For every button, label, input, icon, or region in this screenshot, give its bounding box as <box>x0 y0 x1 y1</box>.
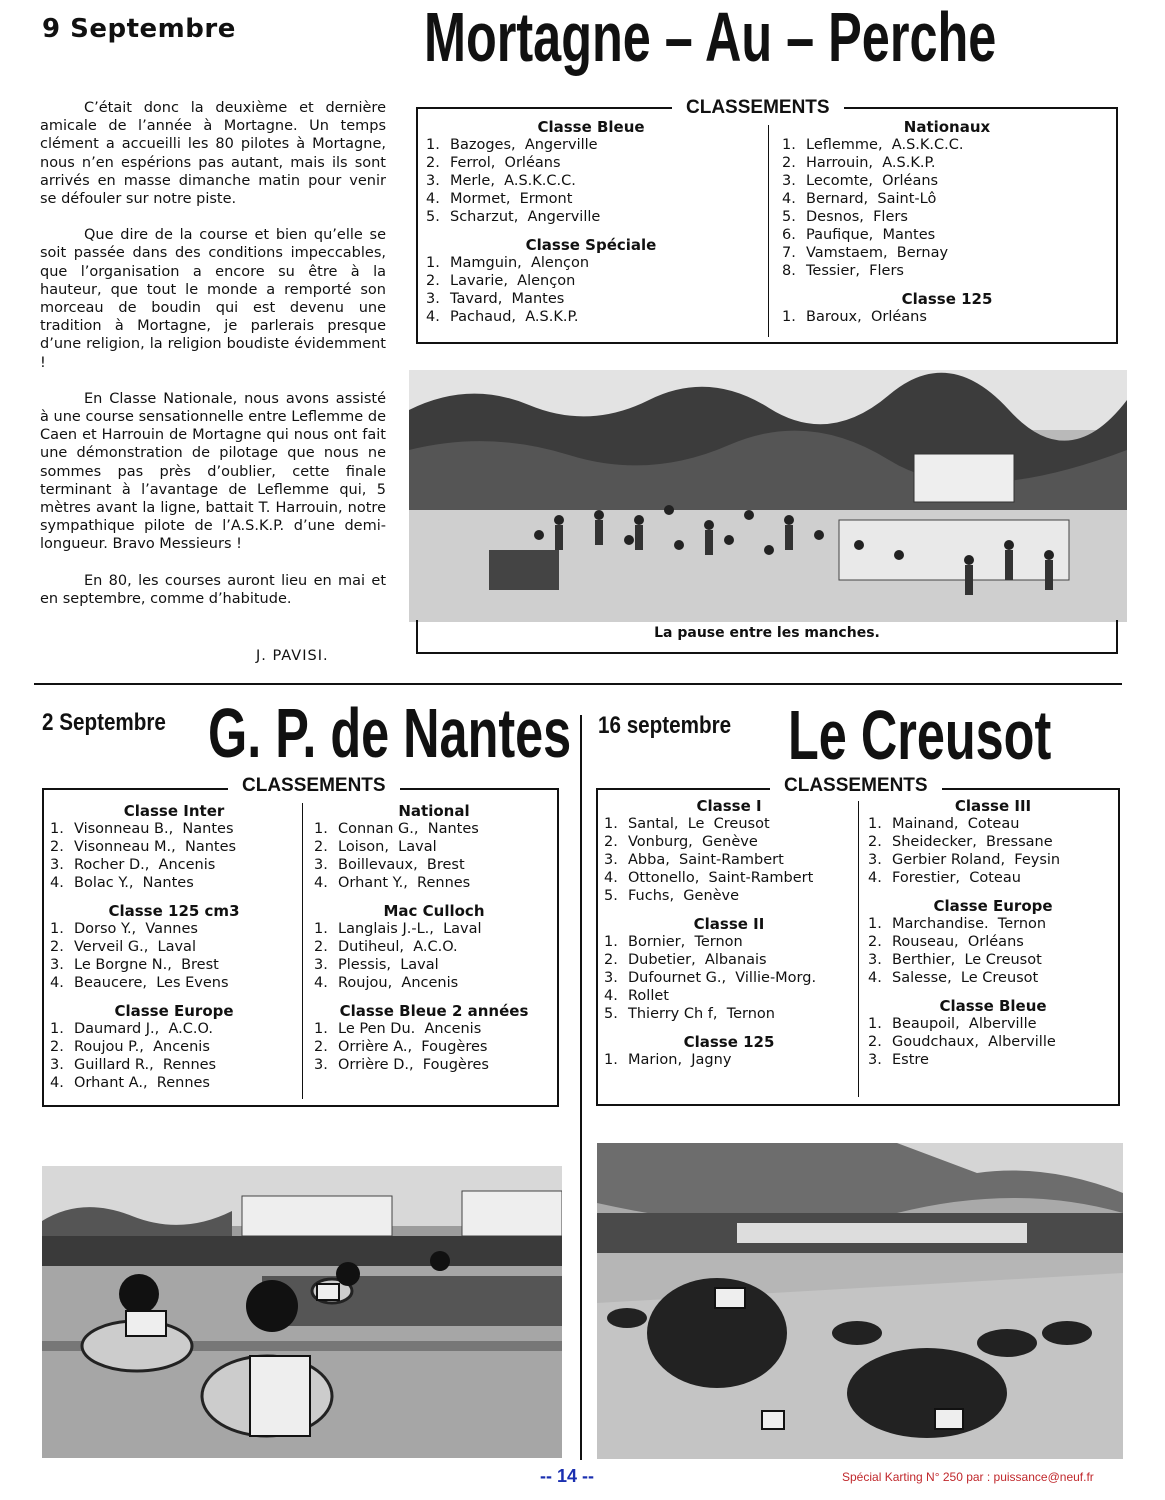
group-spacer <box>604 1023 854 1033</box>
article-paragraph: En Classe Nationale, nous avons assisté à une course sensationnelle entre Leflemme de Caen et Harrouin de Mortagne qui nous ont fait une démonstration de pilotage que nous ne sommes pas près d’oublier, cette finale terminant à l’avantage de Leflemme qui, 5 mètres avant la ligne, battait T. Harrouin, notre sympathique pilote de l’A.S.K.P. d’une demi-longueur. Bravo Messieurs ! <box>40 390 386 553</box>
classements-title: CLASSEMENTS <box>770 775 942 797</box>
driver-name: Tessier, Flers <box>806 263 904 279</box>
driver-name: Orhant Y., Rennes <box>338 875 471 891</box>
group-spacer <box>314 892 554 902</box>
ranking-row <box>314 1020 554 1038</box>
section-date-mortagne: 9 Septembre <box>42 14 236 44</box>
rank-number: 2. <box>782 155 796 171</box>
driver-name: Loison, Laval <box>338 839 437 855</box>
ranking-row <box>604 815 854 833</box>
ranking-row <box>50 874 298 892</box>
driver-name: Marchandise. Ternon <box>892 916 1047 932</box>
ranking-row <box>604 1005 854 1023</box>
ranking-row <box>604 887 854 905</box>
ranking-row <box>50 856 298 874</box>
rank-number: 1. <box>604 816 618 832</box>
driver-name: Fuchs, Genève <box>628 888 740 904</box>
rank-number: 4. <box>868 970 882 986</box>
driver-name: Merle, A.S.K.C.C. <box>450 173 576 189</box>
driver-name: Daumard J., A.C.O. <box>74 1021 213 1037</box>
ranking-row <box>426 208 756 226</box>
driver-name: Scharzut, Angerville <box>450 209 601 225</box>
rank-number: 3. <box>868 952 882 968</box>
driver-name: Santal, Le Creusot <box>628 816 770 832</box>
rank-number: 4. <box>50 875 64 891</box>
driver-name: Harrouin, A.S.K.P. <box>806 155 936 171</box>
ranking-row <box>50 820 298 838</box>
ranking-row <box>314 1038 554 1056</box>
ranking-row <box>50 956 298 974</box>
driver-name: Ferrol, Orléans <box>450 155 561 171</box>
photo-creusot-race <box>597 1143 1123 1459</box>
rank-number: 2. <box>314 839 328 855</box>
page-number: -- 14 -- <box>540 1466 594 1486</box>
article-author: J. PAVISI. <box>256 648 329 664</box>
rank-number: 3. <box>426 291 440 307</box>
ranking-row <box>782 136 1112 154</box>
driver-name: Beaucere, Les Evens <box>74 975 229 991</box>
driver-name: Berthier, Le Creusot <box>892 952 1042 968</box>
rank-number: 5. <box>426 209 440 225</box>
class-heading: Classe Bleue <box>939 997 1047 1015</box>
ranking-row <box>426 136 756 154</box>
ranking-row <box>426 308 756 326</box>
rank-number: 4. <box>868 870 882 886</box>
ranking-row <box>782 190 1112 208</box>
article-paragraph: Que dire de la course et bien qu’elle se soit passée dans des conditions impeccables, que l’organisation a encore su être à la hauteur, que tout le monde a remporté son morceau de boudin qui est devenu une tradition à Mortagne, je parlerais presque d’une religion, la religion boudiste évidemment ! <box>40 227 386 371</box>
photo-paddock <box>409 370 1127 622</box>
class-heading: Classe Inter <box>123 802 225 820</box>
driver-name: Verveil G., Laval <box>74 939 196 955</box>
rank-number: 2. <box>604 952 618 968</box>
classements-right-column <box>868 797 1118 1069</box>
rank-number: 1. <box>50 1021 64 1037</box>
column-divider <box>768 125 769 337</box>
driver-name: Estre <box>892 1052 929 1068</box>
rank-number: 3. <box>50 1057 64 1073</box>
class-heading: Classe 125 cm3 <box>108 902 240 920</box>
ranking-row <box>868 951 1118 969</box>
photo-caption: La pause entre les manches. <box>654 625 880 641</box>
rank-number: 2. <box>426 273 440 289</box>
driver-name: Dutiheul, A.C.O. <box>338 939 458 955</box>
rank-number: 1. <box>50 921 64 937</box>
driver-name: Boillevaux, Brest <box>338 857 465 873</box>
ranking-row <box>314 1056 554 1074</box>
class-heading: Classe Bleue 2 années <box>339 1002 529 1020</box>
driver-name: Marion, Jagny <box>628 1052 732 1068</box>
classements-left-column <box>426 118 756 326</box>
class-heading: Classe III <box>954 797 1032 815</box>
driver-name: Orhant A., Rennes <box>74 1075 210 1091</box>
rank-number: 4. <box>426 191 440 207</box>
driver-name: Lavarie, Alençon <box>450 273 576 289</box>
driver-name: Langlais J.-L., Laval <box>338 921 482 937</box>
classements-title: CLASSEMENTS <box>672 97 844 119</box>
driver-name: Rollet <box>628 988 669 1004</box>
ranking-row <box>868 915 1118 933</box>
rank-number: 4. <box>426 309 440 325</box>
rank-number: 1. <box>314 821 328 837</box>
footer-credit: Spécial Karting N° 250 par : puissance@neuf.fr <box>842 1470 1094 1484</box>
headline-creusot: Le Creusot <box>788 696 1052 774</box>
driver-name: Pachaud, A.S.K.P. <box>450 309 579 325</box>
rank-number: 3. <box>604 852 618 868</box>
ranking-row <box>426 172 756 190</box>
rank-number: 1. <box>604 1052 618 1068</box>
group-spacer <box>868 887 1118 897</box>
class-heading: Nationaux <box>903 118 991 136</box>
class-heading: Classe Europe <box>933 897 1053 915</box>
ranking-row <box>50 1074 298 1092</box>
driver-name: Connan G., Nantes <box>338 821 479 837</box>
driver-name: Abba, Saint-Rambert <box>628 852 784 868</box>
ranking-row <box>868 969 1118 987</box>
ranking-row <box>50 1056 298 1074</box>
driver-name: Le Borgne N., Brest <box>74 957 219 973</box>
ranking-row <box>782 226 1112 244</box>
driver-name: Tavard, Mantes <box>450 291 565 307</box>
ranking-row <box>868 815 1118 833</box>
driver-name: Rocher D., Ancenis <box>74 857 216 873</box>
class-heading: Classe 125 <box>901 290 993 308</box>
driver-name: Rouseau, Orléans <box>892 934 1024 950</box>
driver-name: Roujou P., Ancenis <box>74 1039 210 1055</box>
driver-name: Bornier, Ternon <box>628 934 743 950</box>
ranking-row <box>426 290 756 308</box>
driver-name: Visonneau M., Nantes <box>74 839 237 855</box>
driver-name: Roujou, Ancenis <box>338 975 459 991</box>
ranking-row <box>782 308 1112 326</box>
driver-name: Sheidecker, Bressane <box>892 834 1053 850</box>
rank-number: 2. <box>50 939 64 955</box>
ranking-row <box>868 933 1118 951</box>
rank-number: 4. <box>782 191 796 207</box>
rank-number: 1. <box>426 255 440 271</box>
classements-left-column <box>604 797 854 1069</box>
driver-name: Orrière A., Fougères <box>338 1039 488 1055</box>
class-heading: Classe Europe <box>114 1002 234 1020</box>
rank-number: 1. <box>782 137 796 153</box>
classements-title: CLASSEMENTS <box>228 775 400 797</box>
class-heading: Classe Spéciale <box>525 236 657 254</box>
ranking-row <box>604 951 854 969</box>
ranking-row <box>782 172 1112 190</box>
ranking-row <box>314 820 554 838</box>
driver-name: Beaupoil, Alberville <box>892 1016 1037 1032</box>
class-heading: Classe I <box>696 797 762 815</box>
ranking-row <box>604 869 854 887</box>
rank-number: 3. <box>50 957 64 973</box>
ranking-row <box>782 262 1112 280</box>
driver-name: Ottonello, Saint-Rambert <box>628 870 814 886</box>
rank-number: 3. <box>868 1052 882 1068</box>
ranking-row <box>50 838 298 856</box>
driver-name: Plessis, Laval <box>338 957 439 973</box>
rank-number: 1. <box>868 816 882 832</box>
driver-name: Bolac Y., Nantes <box>74 875 194 891</box>
rank-number: 2. <box>50 1039 64 1055</box>
rank-number: 2. <box>314 939 328 955</box>
driver-name: Goudchaux, Alberville <box>892 1034 1056 1050</box>
rank-number: 1. <box>868 1016 882 1032</box>
driver-name: Bernard, Saint-Lô <box>806 191 937 207</box>
rank-number: 4. <box>314 875 328 891</box>
photo-nantes-race <box>42 1166 562 1458</box>
ranking-row <box>50 938 298 956</box>
ranking-row <box>314 838 554 856</box>
ranking-row <box>604 969 854 987</box>
ranking-row <box>314 920 554 938</box>
driver-name: Guillard R., Rennes <box>74 1057 217 1073</box>
ranking-row <box>604 1051 854 1069</box>
section-date-nantes: 2 Septembre <box>42 709 166 736</box>
ranking-row <box>868 1015 1118 1033</box>
rank-number: 2. <box>604 834 618 850</box>
ranking-row <box>868 869 1118 887</box>
group-spacer <box>314 992 554 1002</box>
article-paragraph: C’était donc la deuxième et dernière amicale de l’année à Mortagne. Un temps clément a accueilli les 80 pilotes à Mortagne, nous n’en espérions pas autant, mais ils sont arrivés en masse dimanche matin pour venir se défouler sur notre piste. <box>40 100 386 208</box>
ranking-row <box>868 1033 1118 1051</box>
driver-name: Vamstaem, Bernay <box>806 245 949 261</box>
driver-name: Dorso Y., Vannes <box>74 921 198 937</box>
class-heading: Mac Culloch <box>383 902 485 920</box>
ranking-row <box>782 208 1112 226</box>
rank-number: 5. <box>604 888 618 904</box>
rank-number: 3. <box>314 1057 328 1073</box>
driver-name: Vonburg, Genève <box>628 834 758 850</box>
rank-number: 3. <box>426 173 440 189</box>
ranking-row <box>426 254 756 272</box>
ranking-row <box>868 833 1118 851</box>
section-date-creusot: 16 septembre <box>598 712 732 739</box>
driver-name: Orrière D., Fougères <box>338 1057 489 1073</box>
ranking-row <box>782 154 1112 172</box>
rank-number: 3. <box>868 852 882 868</box>
ranking-row <box>604 851 854 869</box>
ranking-row <box>604 833 854 851</box>
article-paragraph: En 80, les courses auront lieu en mai et en septembre, comme d’habitude. <box>40 572 386 607</box>
class-heading: National <box>398 802 470 820</box>
ranking-row <box>50 1038 298 1056</box>
driver-name: Dubetier, Albanais <box>628 952 767 968</box>
ranking-row <box>426 190 756 208</box>
driver-name: Baroux, Orléans <box>806 309 927 325</box>
group-spacer <box>50 892 298 902</box>
headline-nantes: G. P. de Nantes <box>208 694 572 772</box>
driver-name: Lecomte, Orléans <box>806 173 939 189</box>
column-divider <box>302 803 303 1099</box>
ranking-row <box>50 1020 298 1038</box>
rank-number: 4. <box>50 975 64 991</box>
driver-name: Forestier, Coteau <box>892 870 1021 886</box>
class-heading: Classe 125 <box>683 1033 775 1051</box>
rank-number: 3. <box>50 857 64 873</box>
rank-number: 2. <box>868 934 882 950</box>
rank-number: 1. <box>314 921 328 937</box>
rank-number: 6. <box>782 227 796 243</box>
driver-name: Desnos, Flers <box>806 209 908 225</box>
group-spacer <box>50 992 298 1002</box>
ranking-row <box>314 856 554 874</box>
class-heading: Classe II <box>693 915 765 933</box>
rank-number: 1. <box>604 934 618 950</box>
rank-number: 5. <box>782 209 796 225</box>
driver-name: Visonneau B., Nantes <box>74 821 234 837</box>
ranking-row <box>868 1051 1118 1069</box>
classements-left-column <box>50 802 298 1092</box>
rank-number: 3. <box>314 857 328 873</box>
ranking-row <box>314 938 554 956</box>
group-spacer <box>604 905 854 915</box>
driver-name: Paufique, Mantes <box>806 227 936 243</box>
ranking-row <box>426 154 756 172</box>
rank-number: 2. <box>50 839 64 855</box>
column-separator <box>580 715 582 1460</box>
class-heading: Classe Bleue <box>537 118 645 136</box>
driver-name: Le Pen Du. Ancenis <box>338 1021 482 1037</box>
rank-number: 2. <box>314 1039 328 1055</box>
driver-name: Mormet, Ermont <box>450 191 573 207</box>
ranking-row <box>314 874 554 892</box>
rank-number: 2. <box>868 1034 882 1050</box>
rank-number: 3. <box>314 957 328 973</box>
rank-number: 7. <box>782 245 796 261</box>
rank-number: 1. <box>314 1021 328 1037</box>
rank-number: 4. <box>314 975 328 991</box>
group-spacer <box>426 226 756 236</box>
rank-number: 2. <box>426 155 440 171</box>
rank-number: 1. <box>868 916 882 932</box>
rank-number: 1. <box>782 309 796 325</box>
driver-name: Mamguin, Alençon <box>450 255 590 271</box>
driver-name: Leflemme, A.S.K.C.C. <box>806 137 964 153</box>
rank-number: 4. <box>604 988 618 1004</box>
rank-number: 3. <box>782 173 796 189</box>
ranking-row <box>782 244 1112 262</box>
rank-number: 3. <box>604 970 618 986</box>
rank-number: 4. <box>50 1075 64 1091</box>
headline-mortagne: Mortagne – Au – Perche <box>424 0 997 76</box>
rank-number: 1. <box>426 137 440 153</box>
ranking-row <box>314 956 554 974</box>
ranking-row <box>868 851 1118 869</box>
section-separator <box>34 683 1122 685</box>
group-spacer <box>782 280 1112 290</box>
rank-number: 8. <box>782 263 796 279</box>
driver-name: Mainand, Coteau <box>892 816 1020 832</box>
driver-name: Dufournet G., Villie-Morg. <box>628 970 817 986</box>
article-mortagne <box>40 99 386 626</box>
ranking-row <box>426 272 756 290</box>
driver-name: Gerbier Roland, Feysin <box>892 852 1061 868</box>
ranking-row <box>50 920 298 938</box>
rank-number: 1. <box>50 821 64 837</box>
ranking-row <box>604 933 854 951</box>
column-divider <box>858 801 859 1097</box>
ranking-row <box>314 974 554 992</box>
driver-name: Bazoges, Angerville <box>450 137 598 153</box>
driver-name: Thierry Ch f, Ternon <box>628 1006 775 1022</box>
classements-right-column <box>782 118 1112 326</box>
rank-number: 2. <box>868 834 882 850</box>
ranking-row <box>50 974 298 992</box>
driver-name: Salesse, Le Creusot <box>892 970 1039 986</box>
rank-number: 5. <box>604 1006 618 1022</box>
ranking-row <box>604 987 854 1005</box>
rank-number: 4. <box>604 870 618 886</box>
group-spacer <box>868 987 1118 997</box>
classements-right-column <box>314 802 554 1074</box>
